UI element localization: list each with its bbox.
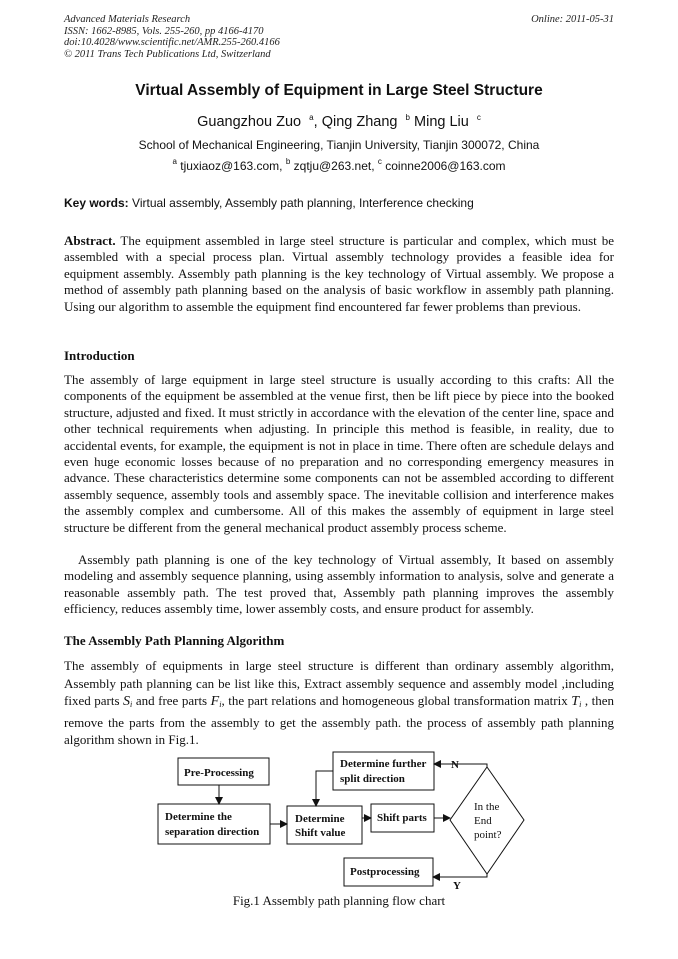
author-name: Guangzhou Zuo: [197, 114, 302, 130]
issn-line: ISSN: 1662-8985, Vols. 255-260, pp 4166-4170: [64, 25, 264, 37]
flow-arrow-yes: [433, 874, 487, 877]
author-superscript: b: [405, 113, 410, 122]
decision-label-2: End: [474, 815, 492, 827]
separation-label-1: Determine the: [165, 811, 232, 823]
email-superscript: c: [377, 157, 382, 166]
separation-direction-box: [158, 804, 270, 844]
math-var: T: [571, 694, 580, 710]
further-split-label-2: split direction: [340, 773, 405, 785]
author-name: Qing Zhang: [321, 114, 398, 130]
postprocessing-label: Postprocessing: [350, 866, 420, 878]
introduction-paragraph-2: Assembly path planning is one of the key technology of Virtual assembly, It based on assembly modeling and assembly sequence planning, using assembly information to analysis, solve and generate a reasonable assembly path. The test proved that, Assembly path planning improves the assembly efficiency, reduces assembly time, lower assembly costs, and ensure product for assembly.: [64, 552, 614, 617]
shift-parts-label: Shift parts: [377, 812, 427, 824]
doi-line: doi:10.4028/www.scientific.net/AMR.255-260.4166: [64, 37, 280, 49]
yes-branch-label: Y: [453, 880, 461, 892]
online-date: Online: 2011-05-31: [531, 14, 614, 25]
journal-name: Advanced Materials Research: [64, 14, 191, 25]
author-name: Ming Liu: [414, 114, 469, 130]
math-subscript: i: [219, 700, 222, 710]
algorithm-text: and free parts: [135, 693, 208, 709]
flow-arrow: [316, 771, 333, 806]
paper-title: Virtual Assembly of Equipment in Large Steel Structure: [135, 82, 543, 99]
copyright-line: © 2011 Trans Tech Publications Ltd, Switzerland: [64, 48, 271, 60]
abstract-text: The equipment assembled in large steel structure is particular and complex, which must be assembled with a special process plan. Virtual assembly technology provides a feasible idea for equipment assembly. Assembly path planning is the key technology of Virtual assembly. We propose a method of assembly path planning based on the analysis of basic workflow in assembly path planning. Using our algorithm to assemble the equipment find encountered far fewer problems than previous.: [64, 233, 615, 314]
flow-arrow-no: [434, 764, 487, 767]
affiliation: School of Mechanical Engineering, Tianjin University, Tianjin 300072, China: [138, 138, 540, 152]
further-split-label-1: Determine further: [340, 758, 427, 770]
algorithm-text: , then remove the parts from the assembly to get the assembly path. the process of assembly path planning algorithm shown in Fig.1.: [64, 693, 615, 748]
separation-label-2: separation direction: [165, 826, 260, 838]
author-list: Guangzhou Zuo $^a$, Qing Zhang $^b$ Ming Liu $^c$: [197, 113, 481, 130]
math-subscript: i: [579, 700, 582, 710]
no-branch-label: N: [451, 759, 459, 771]
email-superscript: a: [172, 157, 177, 166]
shift-value-label-1: Determine: [295, 813, 345, 825]
decision-label-3: point?: [474, 829, 502, 841]
author-superscript: a: [309, 113, 314, 122]
introduction-paragraph-1: The assembly of large equipment in large steel structure is usually according to this crafts: All the components of the equipment be assembled at the venue first, then be lift piece by piece into the booked structure, adjusted and fixed. It must strictly in accordance with the elevation of the center line, space and other technical requirements when adjusting. In principle this method is feasible, in reality, due to accidental events, for example, the equipment is not in place in time. There often are schedule delays and even huge economic losses because of no preparation and no corresponding emergency measures in advance. These characteristics determine some components can not be assembled according to different assembly sequence, assembly tools and assembly space. The inevitable collision and interference makes the assembly complex and cumbersome. All of this makes the assembly of equipment in large steel structure be different from the general mechanical product assembly process scheme.: [64, 372, 614, 535]
keywords-label: Key words:: [64, 196, 129, 210]
email-link[interactable]: coinne2006@163.com: [385, 159, 506, 173]
algorithm-heading: The Assembly Path Planning Algorithm: [64, 633, 285, 648]
email-link[interactable]: zqtju@263.net,: [293, 159, 375, 173]
algorithm-text: The assembly of equipments in large steel structure is different than ordinary assembly algorithm, Assembly path planning can be list like this, Extract assembly sequence and assembly model ,including fixed parts: [64, 658, 614, 709]
math-subscript: i: [130, 700, 133, 710]
email-link[interactable]: tjuxiaoz@163.com,: [180, 159, 283, 173]
decision-label-1: In the: [474, 801, 500, 813]
keywords-text: Virtual assembly, Assembly path planning, Interference checking: [132, 196, 474, 210]
introduction-heading: Introduction: [64, 348, 135, 363]
email-superscript: b: [285, 157, 291, 166]
abstract-label: Abstract.: [64, 233, 116, 248]
math-var: S: [123, 694, 131, 710]
preprocessing-label: Pre-Processing: [184, 767, 254, 779]
algorithm-text: , the part relations and homogeneous global transformation matrix: [221, 693, 568, 709]
figure-caption: Fig.1 Assembly path planning flow chart: [232, 893, 446, 908]
shift-value-label-2: Shift value: [295, 827, 346, 839]
author-superscript: c: [476, 113, 481, 122]
math-var: F: [210, 694, 220, 710]
